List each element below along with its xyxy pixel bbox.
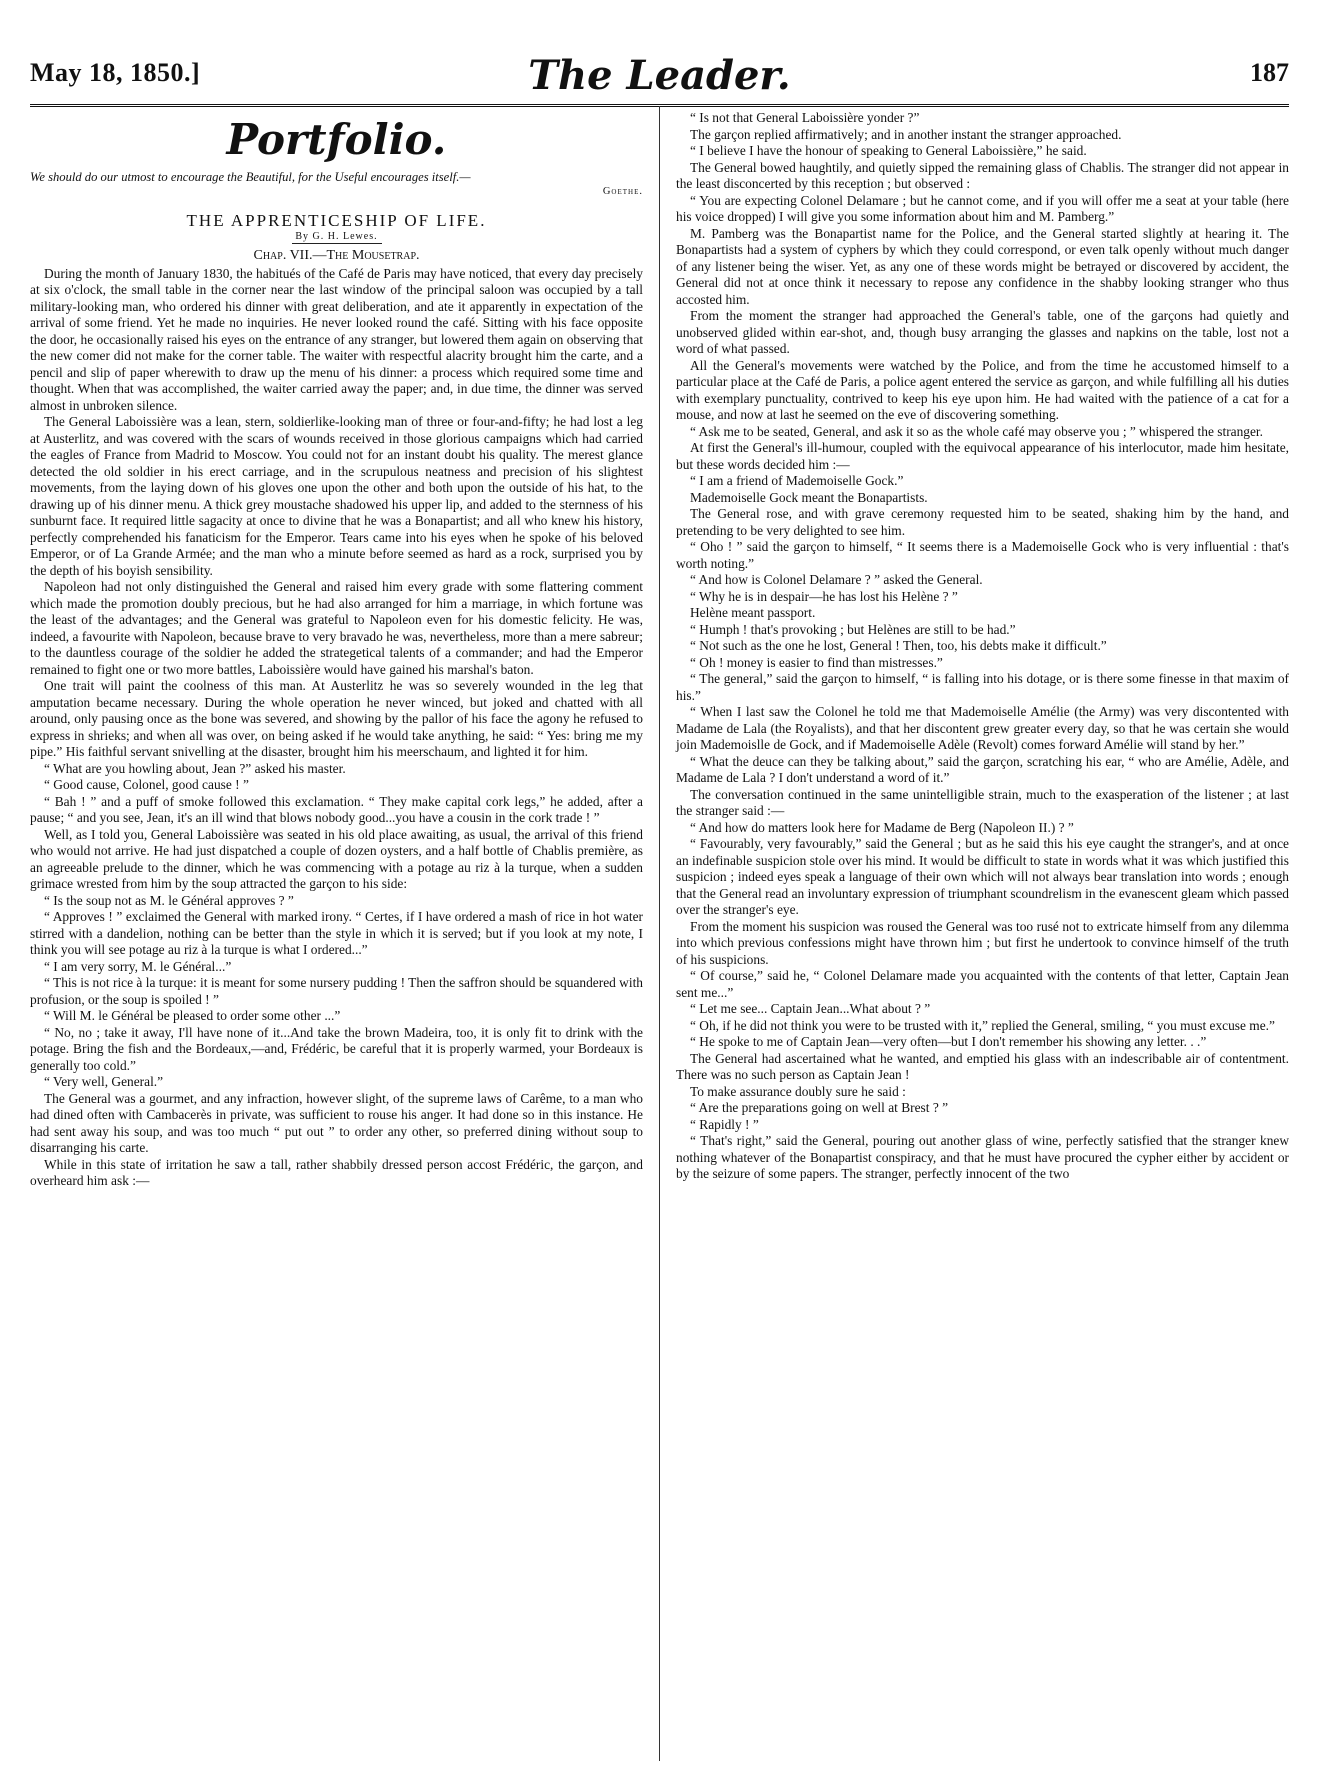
- paragraph: “ Not such as the one he lost, General ! Then, too, his debts make it difficult.”: [690, 638, 1107, 653]
- paragraph: “ That's right,” said the General, pouring out another glass of wine, perfectly satisfied that the stranger knew nothing whatever of the Bonapartist conspiracy, and that he must have procured the cypher either by accident or by the seizure of some papers. The stranger, perfectly innocent of the two: [676, 1133, 1289, 1181]
- paragraph: “ Approves ! ” exclaimed the General with marked irony. “ Certes, if I have ordered a mash of rice in hot water stirred with a dandelion, nothing can be better than the style in which it is served; but if you look at my note, I think you will see potage au riz à la turque is what I ordered...”: [30, 909, 643, 957]
- paragraph: Well, as I told you, General Laboissière was seated in his old place awaiting, as usual, the arrival of this friend who would not arrive. He had just dispatched a couple of dozen oysters, and a half bottle of Chablis première, as an agreeable prelude to the dinner, which he was commencing with a potage au riz à la turque, when a sudden grimace wrested from him by the soup attracted the garçon to his side:: [30, 826, 643, 891]
- paragraph: One trait will paint the coolness of this man. At Austerlitz he was so severely wounded in the leg that amputation became necessary. During the whole operation he never winced, but joked and chatted with all around, only pausing once as the bone was severed, and showing by the pallor of his face the agony he refused to express in shrieks; and when all was over, on being asked if he would take anything, he said: “ Yes: bring me my pipe.” His faithful servant snivelling at the disaster, brought him his meerschaum, and lighted it for him.: [30, 678, 643, 759]
- paragraph: “ Oh ! money is easier to find than mistresses.”: [690, 654, 943, 670]
- paragraph: “ Bah ! ” and a puff of smoke followed this exclamation. “ They make capital cork legs,” he added, after a pause; “ and you see, Jean, it's an ill wind that blows nobody good...you have a cousin in the cork trade ! ”: [30, 793, 643, 825]
- paragraph: Napoleon had not only distinguished the General and raised him every grade with some flattering comment which made the promotion doubly precious, but he had also arranged for him a marriage, in which fortune was the least of the advantages; and the General was grateful to Napoleon even for his domestic felicity. He was, indeed, a favourite with Napoleon, because brave to very bravado he was, nevertheless, more than a mere sabreur; to the dauntless courage of the soldier he added the strategetical talents of a commander; and had the Emperor remained to fight one or two more battles, Laboissière would have gained his marshal's baton.: [30, 579, 643, 677]
- section-title: Portfolio.: [226, 115, 447, 164]
- paragraph: From the moment his suspicion was roused the General was too rusé not to extricate himself from any dilemma into which previous confessions might have thrown him ; but first he undertook to convince himself of the truth of his suspicions.: [676, 918, 1289, 967]
- paragraph: “ I am very sorry, M. le Général...”: [44, 958, 232, 974]
- paragraph: “ I am a friend of Mademoiselle Gock.”: [690, 473, 904, 488]
- issue-date: May 18, 1850.]: [30, 58, 201, 87]
- paragraph: At first the General's ill-humour, coupled with the equivocal appearance of his interlocutor, made him hesitate, but these words decided him :—: [676, 440, 1289, 472]
- paragraph: The General had ascertained what he wanted, and emptied his glass with an indescribable air of contentment. There was no such person as Captain Jean !: [676, 1050, 1289, 1082]
- paragraph: “ Humph ! that's provoking ; but Helènes are still to be had.”: [690, 621, 1016, 637]
- paragraph: “ The general,” said the garçon to himself, “ is falling into his dotage, or is there some finesse in that maxim of his.”: [676, 671, 1289, 703]
- paragraph: “ You are expecting Colonel Delamare ; but he cannot come, and if you will offer me a seat at your table (here his voice dropped) I will give you some information about him and M. Pamberg.”: [676, 192, 1289, 224]
- paragraph: “ Of course,” said he, “ Colonel Delamare made you acquainted with the contents of that letter, Captain Jean sent me...”: [676, 968, 1289, 1000]
- paragraph: “ He spoke to me of Captain Jean—very often—but I don't remember his showing any letter. . .”: [690, 1034, 1207, 1049]
- paragraph: The General was a gourmet, and any infraction, however slight, of the supreme laws of Carême, to a man who had dined often with Cambacerès in private, was sufficient to rouse his anger. It had done so in this instance. He had sent away his soup, and was too much “ put out ” to order any other, so preferred dining without soup to disarranging his carte.: [30, 1090, 643, 1155]
- paragraph: “ Is the soup not as M. le Général approves ? ”: [44, 892, 294, 908]
- epigraph-author: Goethe.: [602, 186, 643, 197]
- paragraph: “ And how do matters look here for Madame de Berg (Napoleon II.) ? ”: [690, 819, 1074, 835]
- paragraph: “ Ask me to be seated, General, and ask it so as the whole café may observe you ; ” whispered the stranger.: [690, 423, 1264, 439]
- left-column: [30, 110, 643, 1190]
- article-title: THE APPRENTICESHIP OF LIFE.: [186, 210, 487, 230]
- paragraph: During the month of January 1830, the habitués of the Café de Paris may have noticed, that every day precisely at six o'clock, the small table in the corner near the last window of the principal saloon was occupied by a tall military-looking man, who ordered his dinner with great deliberation, and ate it apparently in expectation of the arrival of some friend. Yet he made no inquiries. He never looked round the café. Sitting with his face opposite the door, he occasionally raised his eyes on the entrance of any stranger, but lowered them again on observing that the new comer did not make for the corner table. The waiter with respectful alacrity brought him the carte, and a pencil and slip of paper wherewith to draw up the menu of his dinner: a process which required some time and thought. When that was accomplished, the waiter carried away the paper; and, in due time, the dinner was served almost in unbroken silence.: [30, 265, 643, 413]
- right-column-body: [676, 110, 1289, 1183]
- chapter-heading: Chap. VII.—The Mousetrap.: [253, 247, 420, 263]
- paragraph: “ Good cause, Colonel, good cause ! ”: [44, 777, 249, 792]
- masthead: [30, 52, 1289, 104]
- paragraph: The General rose, and with grave ceremony requested him to be seated, shaking him by the hand, and pretending to be very delighted to see him.: [676, 506, 1289, 538]
- paragraph: “ And how is Colonel Delamare ? ” asked the General.: [690, 572, 983, 587]
- paragraph: From the moment the stranger had approached the General's table, one of the garçons had quietly and unobserved glided within ear-shot, and, though busy arranging the glasses and napkins on the table, lost not a word of what passed.: [676, 308, 1289, 356]
- paragraph: The General bowed haughtily, and quietly sipped the remaining glass of Chablis. The stranger did not appear in the least disconcerted by this reception ; but observed :: [676, 159, 1289, 191]
- article-byline: By G. H. Lewes.: [295, 230, 378, 242]
- paragraph: “ Oho ! ” said the garçon to himself, “ It seems there is a Mademoiselle Gock who is very influential : that's worth noting.”: [676, 539, 1289, 571]
- column-divider: [659, 106, 660, 1761]
- paragraph: “ Are the preparations going on well at Brest ? ”: [690, 1100, 949, 1115]
- paragraph: “ Rapidly ! ”: [690, 1116, 759, 1132]
- left-column-body: [30, 266, 643, 1190]
- paragraph: Helène meant passport.: [690, 605, 816, 620]
- epigraph: We should do our utmost to encourage the Beautiful, for the Useful encourages itself.—: [30, 170, 471, 184]
- paragraph: “ Very well, General.”: [44, 1074, 164, 1089]
- paragraph: The conversation continued in the same unintelligible strain, much to the exasperation of the listener ; at last the stranger said :—: [676, 786, 1289, 818]
- right-column: [676, 110, 1289, 1183]
- paragraph: “ No, no ; take it away, I'll have none of it...And take the brown Madeira, too, it is only fit to drink with the potage. Bring the fish and the Bordeaux,—and, Frédéric, be careful that it is properly warmed, your Bordeaux is generally too cold.”: [30, 1024, 643, 1073]
- paragraph: “ Is not that General Laboissière yonder ?”: [690, 110, 920, 125]
- paragraph: “ When I last saw the Colonel he told me that Mademoiselle Amélie (the Army) was very discontented with Madame de Lala (the Royalists), and that her discontent grew greater every day, so that he was certain she would join Mademoislle de Gock, and if Mademoiselle Adèle (Revolt) comes forward Amélie will stand by her.”: [676, 704, 1289, 752]
- paragraph: “ Oh, if he did not think you were to be trusted with it,” replied the General, smiling, “ you must excuse me.”: [690, 1017, 1275, 1033]
- chapter-rule: [292, 243, 382, 244]
- paragraph: M. Pamberg was the Bonapartist name for the Police, and the General started slightly at hearing it. The Bonapartists had a system of cyphers by which they could correspond, or even talk openly without much danger of any listener being the wiser. Yet, as any one of these words might be betrayed or discovered by accident, the General did not at once think it necessary to repose any confidence in the shabby looking stranger who thus accosted him.: [676, 225, 1289, 307]
- paragraph: “ Favourably, very favourably,” said the General ; but as he said this his eye caught the stranger's, and at once an indefinable suspicion stole over his mind. It would be difficult to state in words what it was which justified this suspicion ; indeed eyes speak a language of their own which will not always bear translation into words ; enough that the General read an involuntary expression of triumphant scoundrelism in the evanescent gleam which passed over the stranger's eye.: [676, 836, 1289, 917]
- paragraph: Mademoiselle Gock meant the Bonapartists.: [690, 489, 928, 505]
- paragraph: “ Will M. le Général be pleased to order some other ...”: [44, 1008, 341, 1023]
- paragraph: To make assurance doubly sure he said :: [690, 1083, 906, 1099]
- paragraph: “ What the deuce can they be talking about,” said the garçon, scratching his ear, “ who are Amélie, Adèle, and Madame de Lala ? I don't understand a word of it.”: [676, 753, 1289, 785]
- paragraph: The garçon replied affirmatively; and in another instant the stranger approached.: [690, 126, 1122, 142]
- newspaper-title: The Leader.: [528, 52, 791, 99]
- paragraph: “ Why he is in despair—he has lost his Helène ? ”: [690, 588, 958, 604]
- paragraph: All the General's movements were watched by the Police, and from the time he accustomed himself to a particular place at the Café de Paris, a police agent entered the service as garçon, and while fulfilling all his duties with exemplary punctuality, contrived to keep his eye upon him. He had waited with the patience of a cat for a mouse, and now at last he seemed on the eve of discovering something.: [676, 357, 1289, 422]
- paragraph: While in this state of irritation he saw a tall, rather shabbily dressed person accost Frédéric, the garçon, and overheard him ask :—: [30, 1156, 643, 1188]
- page-number: 187: [1250, 58, 1289, 87]
- paragraph: “ What are you howling about, Jean ?” asked his master.: [44, 760, 346, 776]
- paragraph: “ This is not rice à la turque: it is meant for some nursery pudding ! Then the saffron should be squandered with profusion, or the soup is spoiled ! ”: [30, 975, 643, 1007]
- paragraph: “ I believe I have the honour of speaking to General Laboissière,” he said.: [690, 143, 1087, 158]
- paragraph: The General Laboissière was a lean, stern, soldierlike-looking man of three or four-and-fifty; he had lost a leg at Austerlitz, and was covered with the scars of wounds received in those glorious campaigns which had carried the eagles of France from Madrid to Moscow. You could not for an instant doubt his quality. The merest glance detected the old soldier in his erect carriage, and in the scrupulous neatness and precision of his slightest movements, from the laying down of his gloves one upon the other and both upon the outside of his hat, to the drawing up of his dinner menu. A thick grey moustache shadowed his upper lip, and added to the sternness of his sunburnt face. It required little sagacity at once to divine that he was a Bonapartist; and all who knew his history, perfectly comprehended his fanaticism for the Emperor. Tears came into his eyes when he spoke of his beloved Emperor, or of La Grande Armée; and the man who a minute before seemed as hard as a rock, surprised you by the depth of his boyish sensibility.: [30, 414, 643, 578]
- paragraph: “ Let me see... Captain Jean...What about ? ”: [690, 1001, 931, 1016]
